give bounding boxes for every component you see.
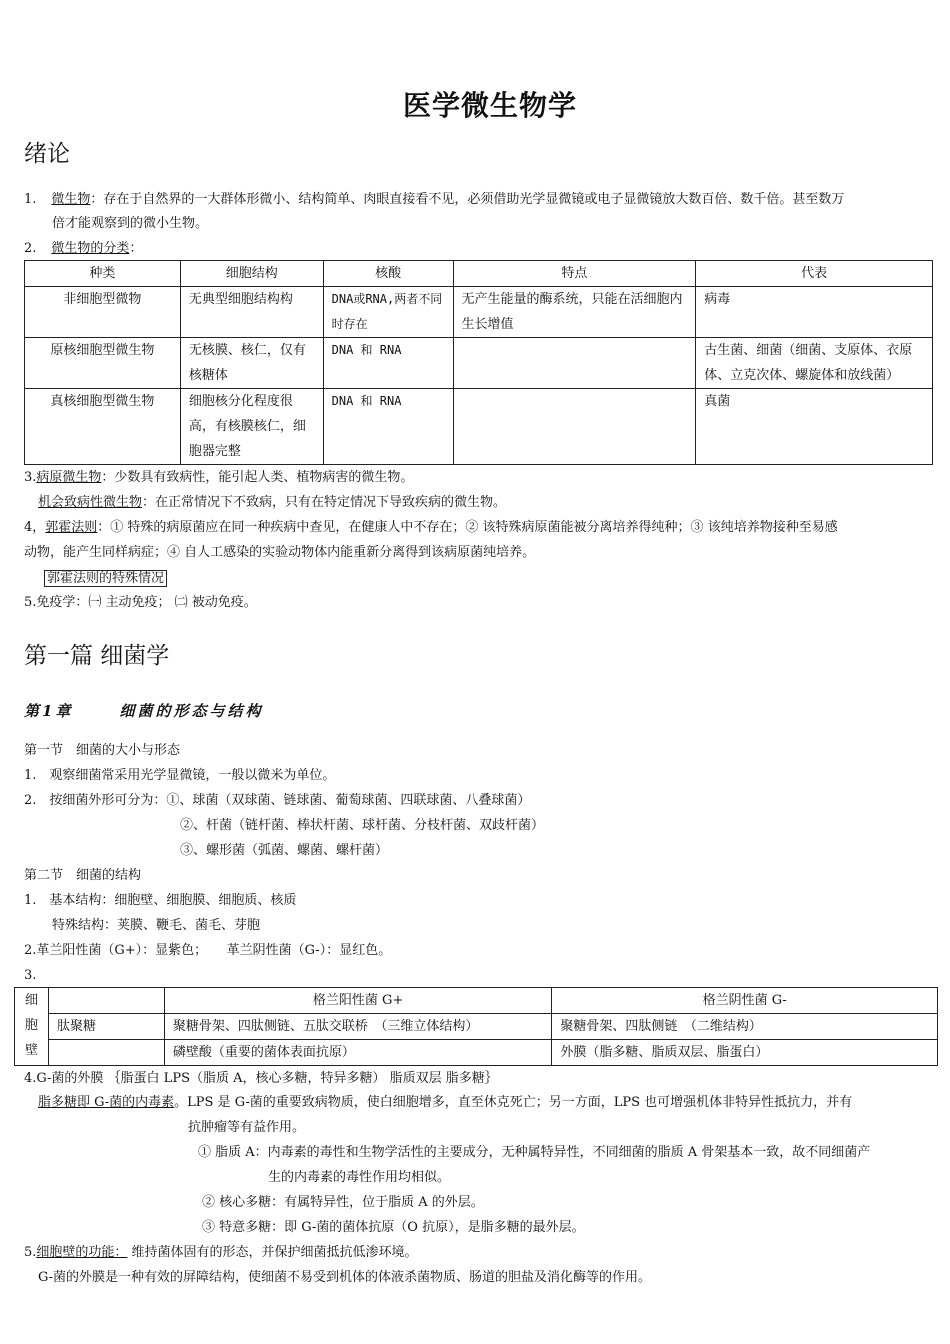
lipid-a-line: ① 脂质 A：内毒素的毒性和生物学活性的主要成分，无种属特异性，不同细菌的脂质 A 骨架基本一致，故不同细菌产: [198, 1145, 871, 1160]
section-2-line: 3.: [24, 968, 37, 983]
section-2-title: 第二节 细菌的结构: [24, 868, 142, 883]
lps-line-cont: 抗肿瘤等有益作用。: [188, 1120, 306, 1135]
section-1-line: 1. 观察细菌常采用光学显微镜，一般以微米为单位。: [24, 768, 336, 783]
document-title: 医学微生物学: [402, 89, 577, 122]
section-1-title: 第一节 细菌的大小与形态: [24, 743, 181, 758]
cell-wall-side-label: 细 胞 壁: [15, 988, 49, 1066]
outer-membrane-barrier-line: G-菌的外膜是一种有效的屏障结构，使细菌不易受到机体的体液杀菌物质、肠道的胆盐及消化酶等的作用。: [38, 1270, 652, 1285]
chapter-heading: 第1章 细菌的形态与结构: [24, 702, 264, 720]
table-cell: 病毒: [696, 287, 933, 338]
table-row: [15, 988, 938, 1014]
section-2-line: 2.革兰阳性菌（G+）：显紫色； 革兰阴性菌（G-）：显红色。: [24, 943, 392, 958]
table-cell: 无典型细胞结构构: [180, 287, 323, 338]
table-header: 核酸: [323, 261, 453, 287]
table-cell: 聚糖骨架、四肽侧链、五肽交联桥 （三维立体结构）: [164, 1014, 552, 1040]
intro-item-1: 1. 微生物：存在于自然界的一大群体形微小、结构简单、肉眼直接看不见，必须借助光学显微镜或电子显微镜放大数百倍、数千倍。甚至数万: [24, 192, 845, 207]
section-1-line: ③、螺形菌（弧菌、螺菌、螺杆菌）: [180, 843, 389, 858]
table-header: 格兰阳性菌 G+: [164, 988, 552, 1014]
section-1-line: 2. 按细菌外形可分为：①、球菌（双球菌、链球菌、葡萄球菌、四联球菌、八叠球菌）: [24, 793, 531, 808]
part1-heading: 第一篇 细菌学: [24, 643, 170, 669]
table-cell: [453, 338, 696, 389]
table-cell: 非细胞型微物: [25, 287, 181, 338]
section-1-line: ②、杆菌（链杆菌、棒状杆菌、球杆菌、分枝杆菌、双歧杆菌）: [180, 818, 545, 833]
table-cell: 真菌: [696, 389, 933, 465]
intro-item-2: 2. 微生物的分类：: [24, 241, 143, 256]
intro-item-4: 4，郭霍法则：① 特殊的病原菌应在同一种疾病中查见，在健康人中不存在；② 该特殊病原菌能被分离培养得纯种；③ 该纯培养物接种至易感: [24, 520, 838, 535]
table-header: 特点: [453, 261, 696, 287]
table-header: 格兰阴性菌 G-: [552, 988, 938, 1014]
table-cell: 聚糖骨架、四肽侧链 （二维结构）: [552, 1014, 938, 1040]
intro-item-4-cont: 动物，能产生同样病症；④ 自人工感染的实验动物体内能重新分离得到该病原菌纯培养。: [24, 545, 536, 560]
intro-heading: 绪论: [24, 141, 70, 167]
lipid-a-line-cont: 生的内毒素的毒性作用均相似。: [268, 1170, 451, 1185]
table-row: [25, 338, 933, 389]
table-row: [25, 287, 933, 338]
table-cell: 无核膜、核仁，仅有核糖体: [180, 338, 323, 389]
table-row: [15, 1014, 938, 1040]
koch-exception-box: 郭霍法则的特殊情况: [44, 566, 167, 591]
table-cell: 古生菌、细菌（细菌、支原体、衣原体、立克次体、螺旋体和放线菌）: [696, 338, 933, 389]
core-polysaccharide-line: ② 核心多糖：有属特异性，位于脂质 A 的外层。: [202, 1195, 484, 1210]
intro-item-5: 5.免疫学：㈠ 主动免疫； ㈡ 被动免疫。: [24, 595, 257, 610]
cell-wall-function-line: 5.细胞壁的功能： 维持菌体固有的形态，并保护细菌抵抗低渗环境。: [24, 1245, 418, 1260]
table-cell: DNA 和 RNA: [323, 389, 453, 465]
table-cell: 外膜（脂多糖、脂质双层、脂蛋白）: [552, 1040, 938, 1066]
intro-item-3b: 机会致病性微生物：在正常情况下不致病，只有在特定情况下导致疾病的微生物。: [38, 495, 507, 510]
table-cell: DNA 和 RNA: [323, 338, 453, 389]
classification-table: [24, 260, 933, 465]
table-cell: DNA或RNA,两者不同时存在: [323, 287, 453, 338]
table-cell: [453, 389, 696, 465]
table-cell: 肽聚糖: [48, 1014, 164, 1040]
table-cell: [48, 988, 164, 1014]
intro-item-3: 3.病原微生物：少数具有致病性，能引起人类、植物病害的微生物。: [24, 470, 414, 485]
section-2-line: 1. 基本结构：细胞壁、细胞膜、细胞质、核质: [24, 893, 297, 908]
table-row: [15, 1040, 938, 1066]
specific-polysaccharide-line: ③ 特意多糖：即 G-菌的菌体抗原（O 抗原），是脂多糖的最外层。: [202, 1220, 585, 1235]
term-microorganism: 微生物: [51, 192, 91, 207]
intro-item-1-cont: 倍才能观察到的微小生物。: [52, 216, 209, 231]
table-header: 代表: [696, 261, 933, 287]
table-row: [25, 389, 933, 465]
table-cell: 原核细胞型微生物: [25, 338, 181, 389]
cell-wall-table: [14, 987, 938, 1066]
table-header-row: [25, 261, 933, 287]
table-header: 细胞结构: [180, 261, 323, 287]
outer-membrane-line: 4.G-菌的外膜 ｛脂蛋白 LPS（脂质 A，核心多糖，特异多糖） 脂质双层 脂多糖｝: [24, 1071, 498, 1086]
table-cell: 无产生能量的酶系统，只能在活细胞内生长增值: [453, 287, 696, 338]
table-header: 种类: [25, 261, 181, 287]
table-cell: [48, 1040, 164, 1066]
lps-line: 脂多糖即 G-菌的内毒素。LPS 是 G-菌的重要致病物质，使白细胞增多，直至休克死亡；另一方面，LPS 也可增强机体非特异性抵抗力，并有: [38, 1095, 853, 1110]
table-cell: 细胞核分化程度很高，有核膜核仁，细胞器完整: [180, 389, 323, 465]
section-2-line: 特殊结构：荚膜、鞭毛、菌毛、芽胞: [52, 918, 261, 933]
table-cell: 磷壁酸（重要的菌体表面抗原）: [164, 1040, 552, 1066]
table-cell: 真核细胞型微生物: [25, 389, 181, 465]
